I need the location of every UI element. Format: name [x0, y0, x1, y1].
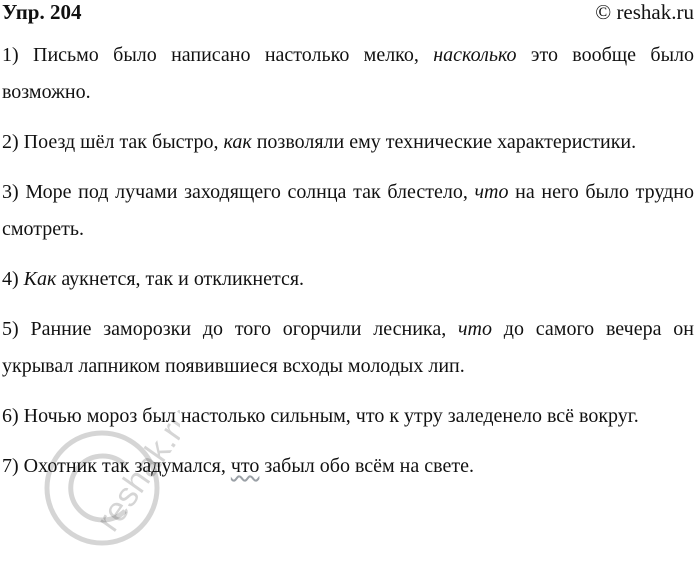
answer-3: 3) Море под лучами заходящего солнца так блестело, что на него было трудно смотреть. — [2, 181, 694, 240]
page-header — [2, 0, 694, 26]
exercise-title: Упр. 204 — [2, 0, 82, 24]
exercise-answers — [2, 37, 694, 498]
answer-4: 4) Как аукнется, так и откликнется. — [2, 268, 305, 290]
site-credit: © reshak.ru — [595, 0, 694, 24]
watermark-text: reshak.ru — [89, 410, 180, 539]
answer-5: 5) Ранние заморозки до того огорчили лесника, что до самого вечера он укрывал лапником появившиеся всходы молодых лип. — [2, 318, 694, 377]
answer-1: 1) Письмо было написано настолько мелко, насколько это вообще было возможно. — [2, 44, 694, 103]
answer-7: 7) Охотник так задумался, что забыл обо всём на свете. — [2, 455, 474, 477]
answer-6: 6) Ночью мороз был настолько сильным, что к утру заледенело всё вокруг. — [2, 405, 639, 427]
answer-2: 2) Поезд шёл так быстро, как позволяли ему технические характеристики. — [2, 131, 637, 153]
